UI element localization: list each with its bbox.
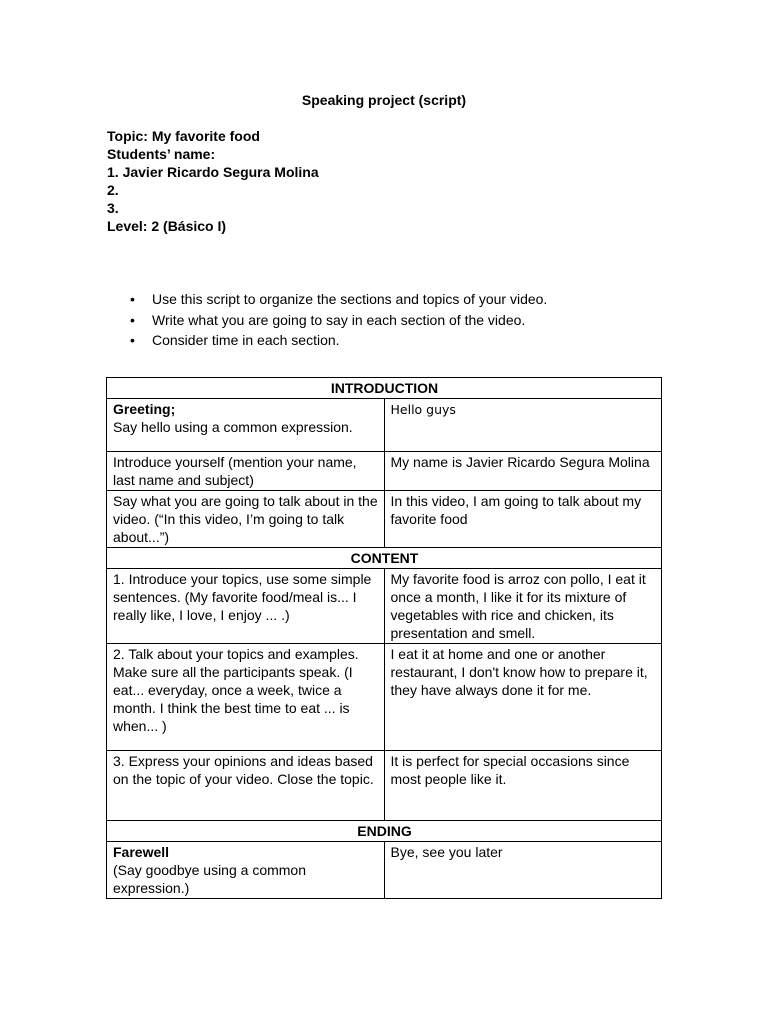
table-row — [107, 842, 662, 899]
answer-cell — [384, 751, 662, 821]
table-row — [107, 399, 662, 452]
level-line: Level: 2 (Básico I) — [107, 218, 227, 234]
answer-cell — [384, 569, 662, 644]
content-header: CONTENT — [107, 548, 662, 569]
student-1: 1. Javier Ricardo Segura Molina — [107, 164, 319, 180]
answer-cell — [384, 452, 662, 491]
answer-text: My name is Javier Ricardo Segura Molina — [390, 454, 650, 470]
topic-line: Topic: My favorite food — [107, 128, 260, 144]
answer-text: I eat it at home and one or another restaurant, I don't know how to prepare it, they have always done it for me. — [390, 646, 648, 698]
script-table — [106, 377, 662, 899]
answer-cell — [384, 399, 662, 452]
answer-text: My favorite food is arroz con pollo, I eat it once a month, I like it for its mixture of vegetables with rice and chicken, its presentation and smell. — [390, 571, 646, 641]
answer-text: Hello guys — [390, 402, 456, 417]
prompt-text: Say hello using a common expression. — [113, 419, 353, 435]
introduction-header: INTRODUCTION — [107, 378, 662, 399]
instruction-item: • Write what you are going to say in each section of the video. — [130, 310, 547, 331]
prompt-cell — [107, 491, 385, 548]
section-header-row — [107, 378, 662, 399]
greeting-title: Greeting; — [113, 401, 176, 417]
instruction-item: • Consider time in each section. — [130, 330, 547, 351]
ending-header: ENDING — [107, 821, 662, 842]
prompt-cell — [107, 452, 385, 491]
page-title: Speaking project (script) — [301, 92, 467, 108]
answer-text: It is perfect for special occasions since most people like it. — [390, 753, 630, 787]
table-row — [107, 751, 662, 821]
prompt-text: 2. Talk about your topics and examples. Make sure all the participants speak. (I eat... everyday, once a week, twice a month. I think the best time to eat ... is when... ) — [113, 646, 359, 734]
prompt-text: (Say goodbye using a common expression.) — [113, 862, 306, 896]
table-row — [107, 644, 662, 751]
answer-cell — [384, 842, 662, 899]
prompt-text: 3. Express your opinions and ideas based on the topic of your video. Close the topic. — [113, 753, 374, 787]
prompt-cell — [107, 644, 385, 751]
prompt-text: 1. Introduce your topics, use some simple sentences. (My favorite food/meal is... I really like, I love, I enjoy ... .) — [113, 571, 372, 623]
student-3: 3. — [107, 200, 119, 216]
answer-cell — [384, 644, 662, 751]
table-row — [107, 569, 662, 644]
student-2: 2. — [107, 182, 119, 198]
answer-text: Bye, see you later — [390, 844, 503, 860]
prompt-cell — [107, 569, 385, 644]
prompt-cell — [107, 842, 385, 899]
table-row — [107, 491, 662, 548]
answer-text: In this video, I am going to talk about my favorite food — [390, 493, 642, 527]
prompt-text: Say what you are going to talk about in the video. (“In this video, I’m going to talk about...”) — [113, 493, 378, 545]
instructions-list — [130, 289, 547, 351]
section-header-row — [107, 548, 662, 569]
prompt-text: Introduce yourself (mention your name, last name and subject) — [113, 454, 357, 488]
farewell-title: Farewell — [113, 844, 170, 860]
section-header-row — [107, 821, 662, 842]
project-info — [107, 127, 319, 235]
students-label: Students’ name: — [107, 146, 216, 162]
answer-cell — [384, 491, 662, 548]
prompt-cell — [107, 399, 385, 452]
prompt-cell — [107, 751, 385, 821]
instruction-item: • Use this script to organize the sections and topics of your video. — [130, 289, 547, 310]
table-row — [107, 452, 662, 491]
